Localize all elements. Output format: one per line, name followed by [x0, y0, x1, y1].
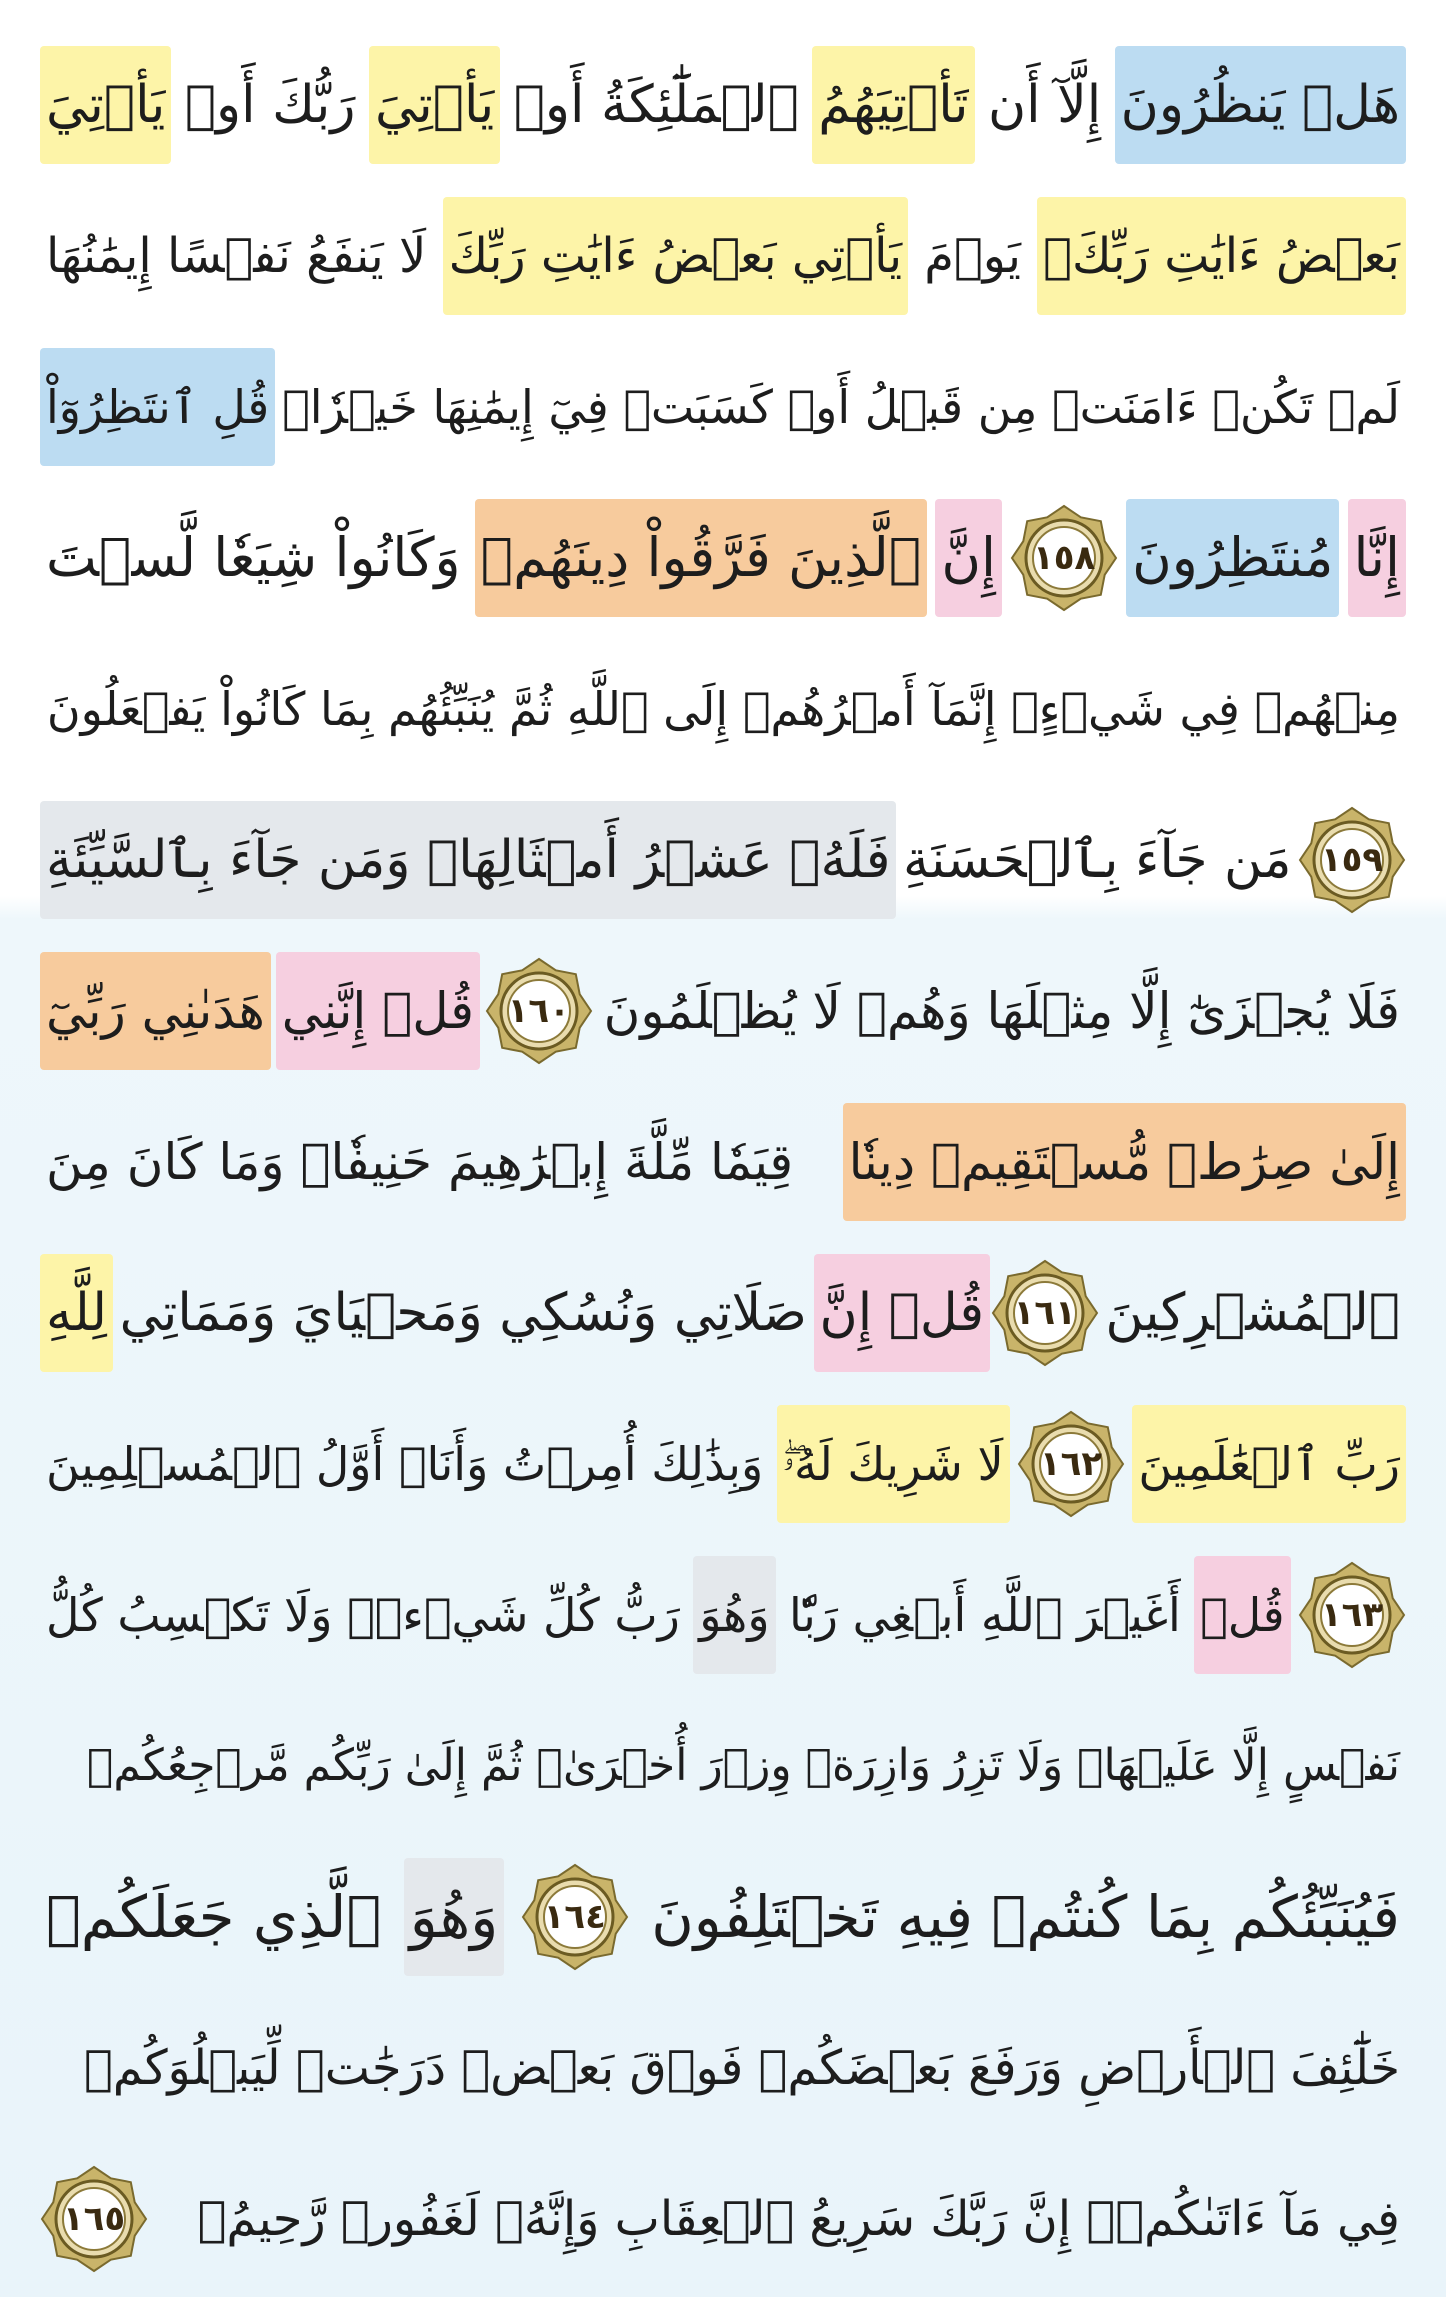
verse-text: صَلَاتِي وَنُسُكِي وَمَحۡيَايَ وَمَمَاتِي — [119, 1283, 807, 1343]
text-line — [40, 1238, 1406, 1388]
ayah-number: ١٦٣ — [1320, 1595, 1384, 1635]
highlighted-word-pink: إِنَّ — [935, 499, 1002, 617]
verse-text: يَوۡمَ — [924, 228, 1021, 284]
verse-text: وَبِذَٰلِكَ أُمِرۡتُ وَأَنَا۠ أَوَّلُ ٱلۡمُسۡلِمِينَ — [46, 1437, 764, 1491]
verse-text: لَمۡ تَكُنۡ ءَامَنَتۡ مِن قَبۡلُ أَوۡ كَسَبَتۡ فِيٓ إِيمَٰنِهَا خَيۡرٗاۗ — [282, 380, 1400, 434]
ayah-marker-icon — [40, 2165, 148, 2273]
verse-text: مَن جَآءَ بِٱلۡحَسَنَةِ — [903, 830, 1292, 890]
highlighted-word-yellow: لَا شَرِيكَ لَهُۥۖ — [777, 1405, 1010, 1523]
verse-text: فِي مَآ ءَاتَىٰكُمۡۗ إِنَّ رَبَّكَ سَرِيعُ ٱلۡعِقَابِ وَإِنَّهُۥ لَغَفُورٞ رَّحِيمُۢ — [197, 2191, 1400, 2247]
text-line — [40, 634, 1406, 784]
verse-text: وَكَانُواْ شِيَعٗا لَّسۡتَ — [46, 526, 461, 589]
text-line — [40, 483, 1406, 633]
text-line — [40, 936, 1406, 1086]
highlighted-word-gray: وَهُوَ — [693, 1556, 775, 1674]
text-line — [40, 30, 1406, 180]
verse-text: نَفۡسٍ إِلَّا عَلَيۡهَاۚ وَلَا تَزِرُ وَازِرَةٞ وِزۡرَ أُخۡرَىٰۚ ثُمَّ إِلَىٰ رَبِّكُم مَّرۡجِعُكُمۡ — [87, 1740, 1400, 1791]
ayah-marker-icon — [1298, 1561, 1406, 1669]
text-line — [40, 181, 1406, 331]
ayah-number: ١٦١ — [1013, 1293, 1076, 1333]
text-line — [40, 785, 1406, 935]
ayah-number: ١٦٤ — [543, 1897, 606, 1937]
verse-text: مِنۡهُمۡ فِي شَيۡءٍۚ إِنَّمَآ أَمۡرُهُمۡ إِلَى ٱللَّهِ ثُمَّ يُنَبِّئُهُم بِمَا كَانُواْ يَفۡعَلُونَ — [46, 682, 1400, 736]
highlighted-word-yellow: لِلَّهِ — [40, 1254, 113, 1372]
highlighted-word-yellow: رَبِّ ٱلۡعَٰلَمِينَ — [1132, 1405, 1406, 1523]
highlighted-word-blue: مُنتَظِرُونَ — [1126, 499, 1339, 617]
verse-text: فَيُنَبِّئُكُم بِمَا كُنتُمۡ فِيهِ تَخۡتَلِفُونَ — [651, 1883, 1400, 1951]
ayah-number: ١٦٢ — [1039, 1444, 1103, 1484]
highlighted-word-pink: إِنَّا — [1348, 499, 1407, 617]
text-line — [40, 2144, 1406, 2294]
highlighted-word-gray: وَهُوَ — [404, 1858, 505, 1976]
verse-text: ٱلۡمُشۡرِكِينَ — [1105, 1283, 1400, 1343]
text-line — [40, 1087, 1406, 1237]
highlighted-word-pink: قُلۡ إِنَّنِي — [276, 952, 480, 1070]
highlighted-word-yellow: تَأۡتِيَهُمُ — [812, 46, 974, 164]
highlighted-word-yellow: يَأۡتِيَ — [369, 46, 500, 164]
verse-text: خَلَٰٓئِفَ ٱلۡأَرۡضِ وَرَفَعَ بَعۡضَكُمۡ فَوۡقَ بَعۡضٖ دَرَجَٰتٖ لِّيَبۡلُوَكُمۡ — [83, 2040, 1400, 2096]
text-line — [40, 1691, 1406, 1841]
highlighted-word-gray: فَلَهُۥ عَشۡرُ أَمۡثَالِهَاۖ وَمَن جَآءَ بِٱلسَّيِّئَةِ — [40, 801, 896, 919]
verse-text: فَلَا يُجۡزَىٰٓ إِلَّا مِثۡلَهَا وَهُمۡ لَا يُظۡلَمُونَ — [603, 982, 1400, 1040]
ayah-marker-icon — [991, 1259, 1099, 1367]
verse-text: إِلَّآ أَن — [987, 75, 1102, 135]
verse-text: رَبُّكَ أَوۡ — [184, 75, 356, 135]
highlighted-word-blue: هَلۡ يَنظُرُونَ — [1115, 46, 1406, 164]
highlighted-word-yellow: يَأۡتِيَ — [40, 46, 171, 164]
highlighted-word-orange: ٱلَّذِينَ فَرَّقُواْ دِينَهُمۡ — [475, 499, 928, 617]
ayah-marker-icon — [1017, 1410, 1125, 1518]
highlighted-word-yellow: يَأۡتِي بَعۡضُ ءَايَٰتِ رَبِّكَ — [443, 197, 908, 315]
text-line — [40, 1993, 1406, 2143]
verse-text: ٱلَّذِي جَعَلَكُمۡ — [46, 1883, 382, 1951]
ayah-number: ١٦٠ — [507, 991, 570, 1031]
text-line — [40, 332, 1406, 482]
verse-text: رَبُّ كُلِّ شَيۡءٖۚ وَلَا تَكۡسِبُ كُلُّ — [46, 1588, 680, 1642]
highlighted-word-yellow: بَعۡضُ ءَايَٰتِ رَبِّكَۗ — [1037, 197, 1406, 315]
text-line — [40, 1842, 1406, 1992]
verse-text: أَغَيۡرَ ٱللَّهِ أَبۡغِي رَبّٗا — [788, 1588, 1181, 1642]
verse-text: قِيَمٗا مِّلَّةَ إِبۡرَٰهِيمَ حَنِيفٗاۚ وَمَا كَانَ مِنَ — [46, 1133, 794, 1191]
ayah-number: ١٥٨ — [1032, 538, 1096, 578]
verse-text: ٱلۡمَلَٰٓئِكَةُ أَوۡ — [513, 75, 799, 135]
ayah-marker-icon — [1010, 504, 1118, 612]
ayah-marker-icon — [485, 957, 593, 1065]
highlighted-word-pink: قُلۡ إِنَّ — [814, 1254, 991, 1372]
verse-text: لَا يَنفَعُ نَفۡسًا إِيمَٰنُهَا — [46, 228, 427, 284]
highlighted-word-orange: إِلَىٰ صِرَٰطٖ مُّسۡتَقِيمٖ دِينٗا — [843, 1103, 1406, 1221]
ayah-marker-icon — [1298, 806, 1406, 914]
highlighted-word-blue: قُلِ ٱنتَظِرُوٓاْ — [40, 348, 275, 466]
ayah-marker-icon — [521, 1863, 629, 1971]
text-line — [40, 1540, 1406, 1690]
ayah-number: ١٥٩ — [1320, 840, 1384, 880]
highlighted-word-orange: هَدَىٰنِي رَبِّيٓ — [40, 952, 271, 1070]
ayah-number: ١٦٥ — [62, 2199, 126, 2239]
highlighted-word-pink: قُلۡ — [1194, 1556, 1290, 1674]
text-line — [40, 1389, 1406, 1539]
